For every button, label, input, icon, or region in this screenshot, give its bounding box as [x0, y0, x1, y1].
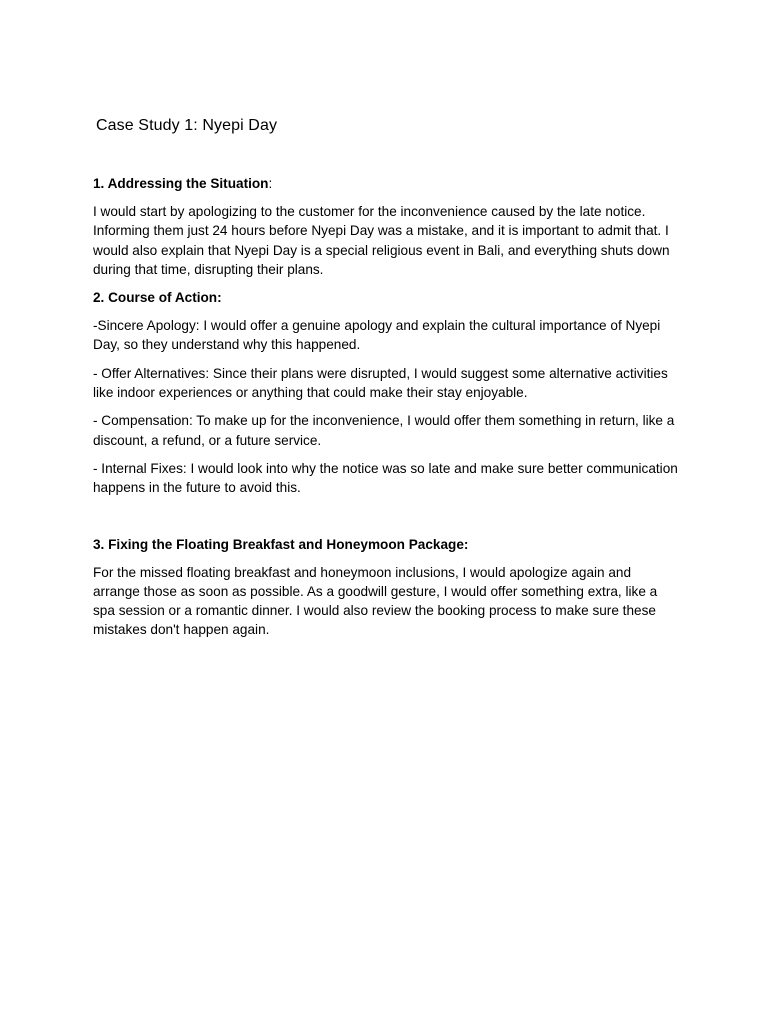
paragraph-sincere-apology: -Sincere Apology: I would offer a genuine apology and explain the cultural importance of Nyepi Day, so they understand why this happened.: [93, 318, 661, 353]
document-body: [93, 115, 678, 649]
section-heading-course-of-action: 2. Course of Action:: [93, 290, 222, 306]
paragraph-fixing-breakfast: For the missed floating breakfast and honeymoon inclusions, I would apologize again and arrange those as soon as possible. As a goodwill gesture, I would offer something extra, like a spa session or a romantic dinner. I would also review the booking process to make sure these mistakes don't happen again.: [93, 564, 658, 638]
paragraph-addressing: I would start by apologizing to the customer for the inconvenience caused by the late notice. Informing them just 24 hours before Nyepi Day was a mistake, and it is important to admit that. I would also explain that Nyepi Day is a special religious event in Bali, and everything shuts down during that time, disrupting their plans.: [93, 204, 670, 277]
paragraph-offer-alternatives: - Offer Alternatives: Since their plans were disrupted, I would suggest some alternative activities like indoor experiences or anything that could make their stay enjoyable.: [93, 365, 668, 401]
section-heading-suffix: :: [268, 176, 273, 191]
paragraph-compensation: - Compensation: To make up for the inconvenience, I would offer them something in return, like a discount, a refund, or a future service.: [93, 413, 675, 448]
section-heading-addressing: [93, 174, 678, 193]
section-heading-fixing-breakfast: 3. Fixing the Floating Breakfast and Honeymoon Package:: [93, 536, 469, 552]
section-spacer: [93, 507, 678, 535]
paragraph-internal-fixes: - Internal Fixes: I would look into why the notice was so late and make sure better communication happens in the future to avoid this.: [93, 460, 678, 496]
section-heading-text: 1. Addressing the Situation: [93, 176, 269, 191]
page-title: Case Study 1: Nyepi Day: [96, 117, 278, 134]
